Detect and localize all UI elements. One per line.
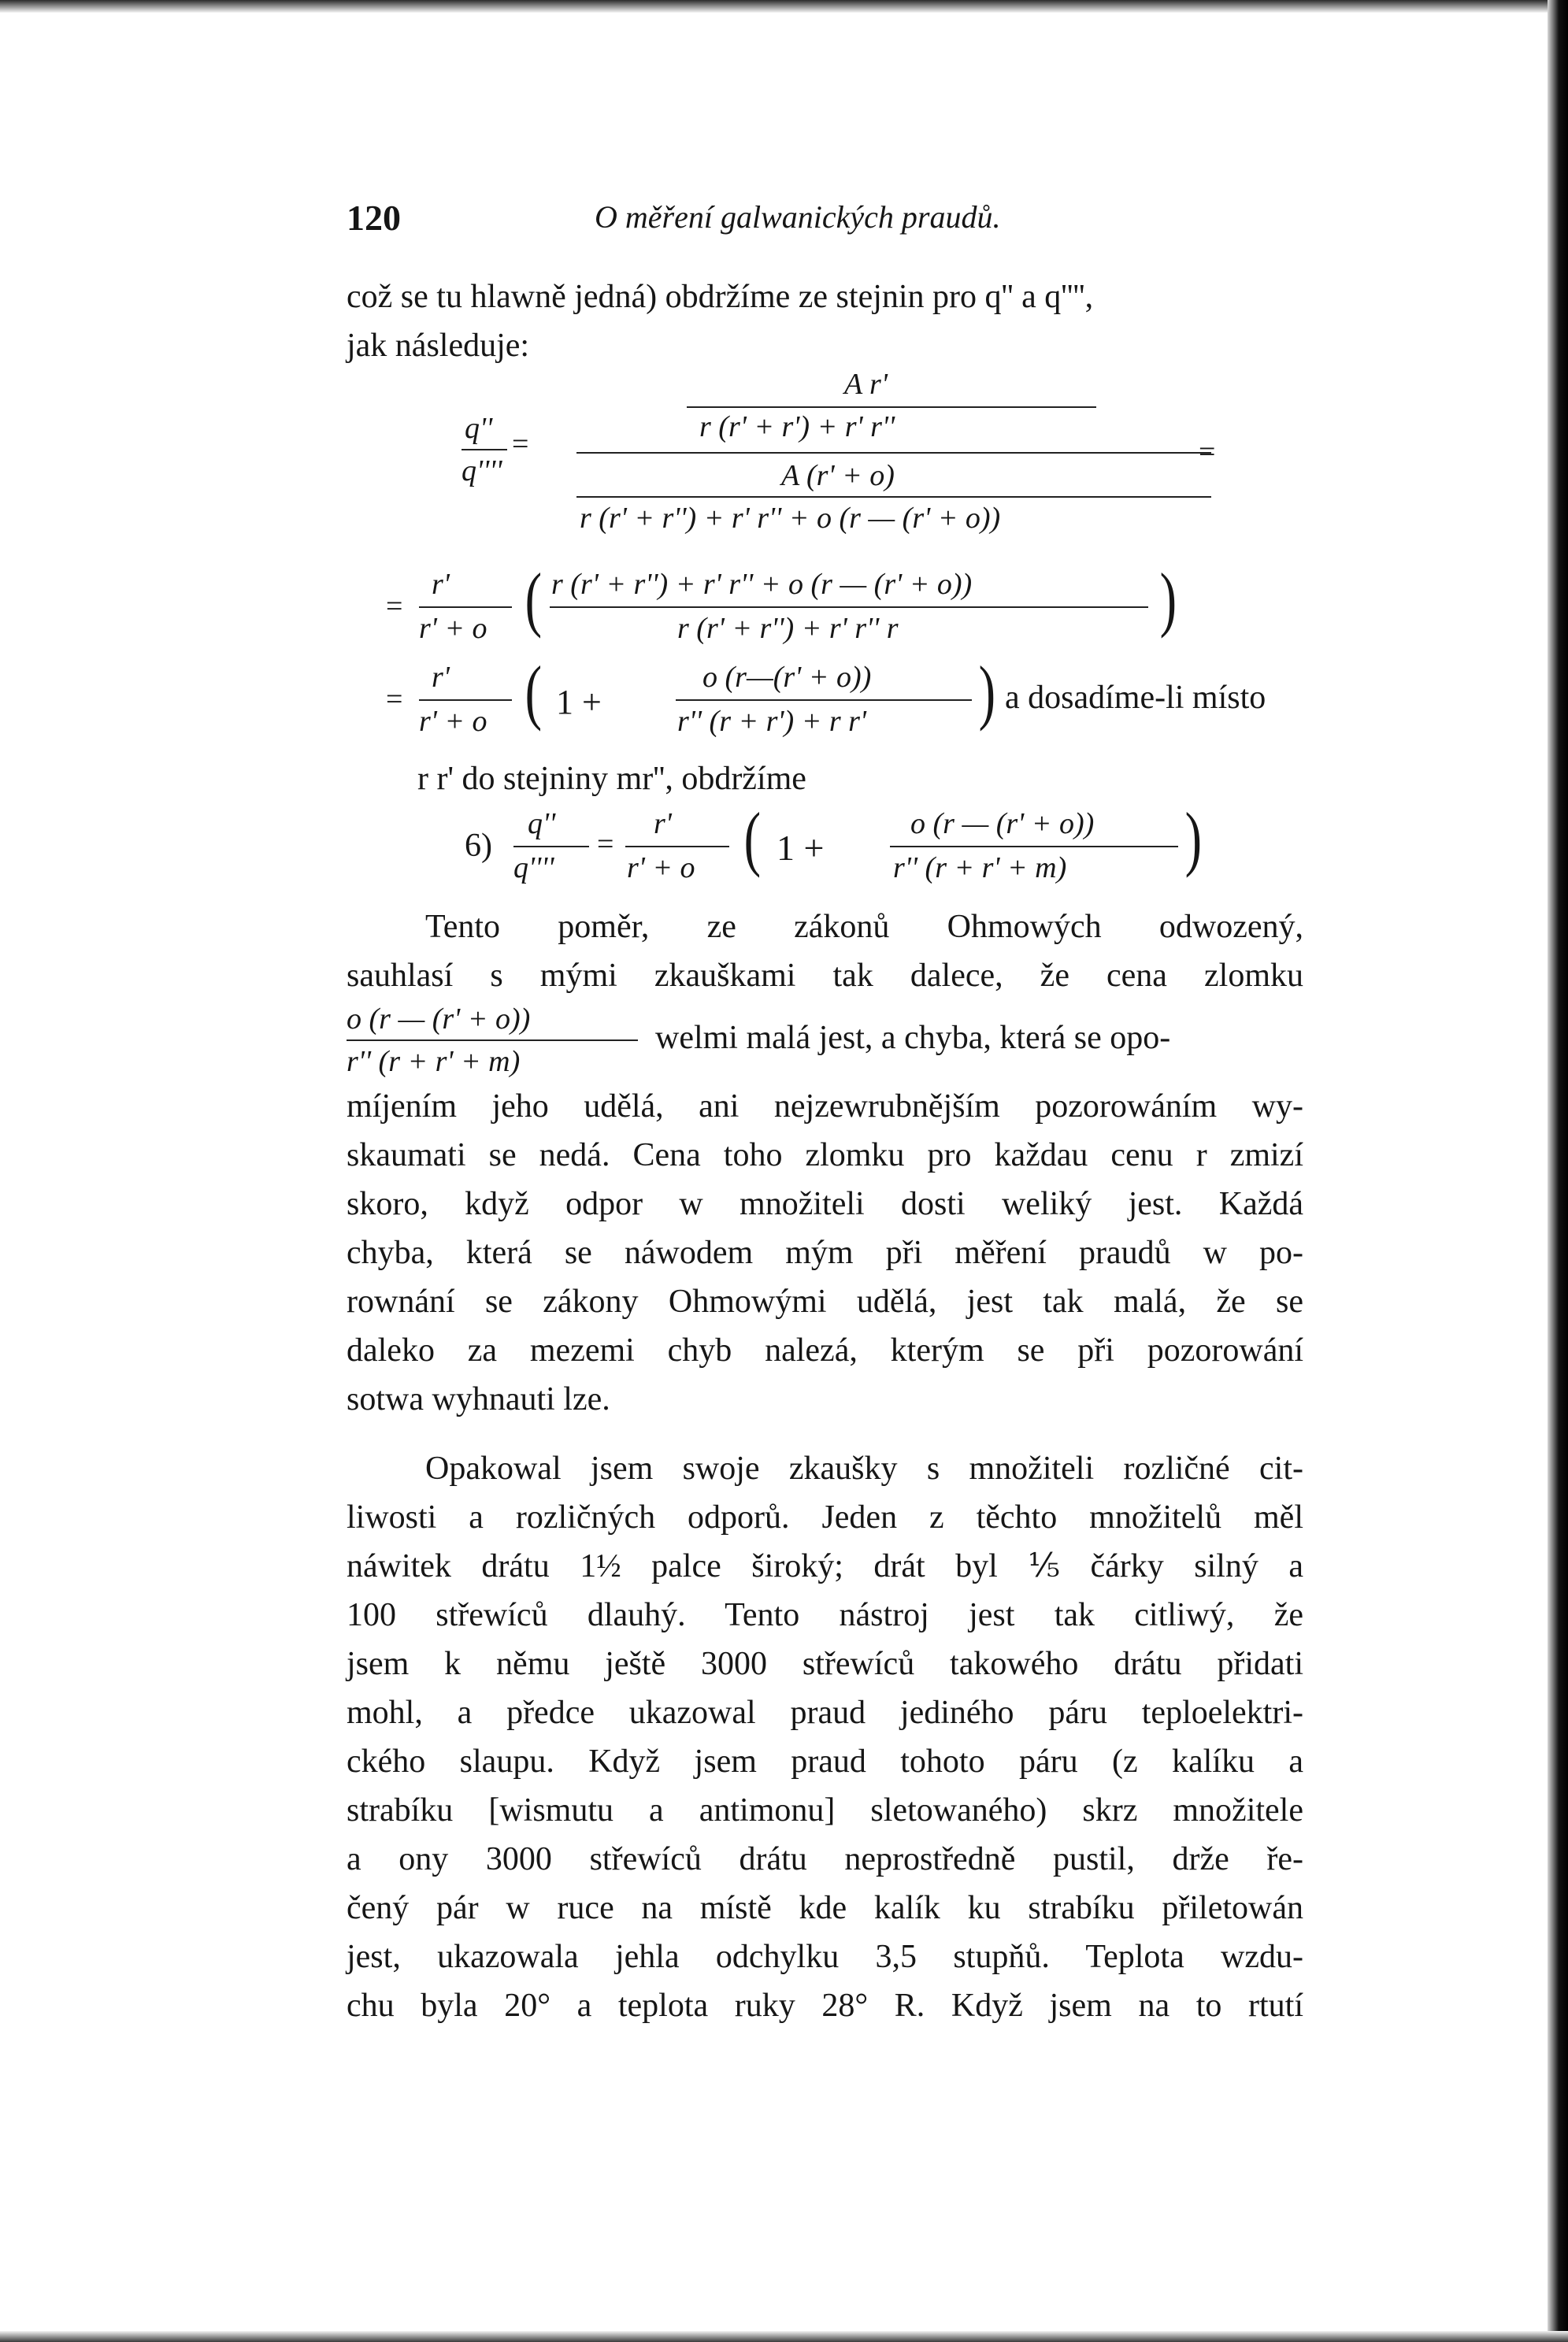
eq6-fraction-rule [625, 846, 729, 847]
running-title: O měření galwanických praudů. [595, 199, 1001, 235]
eq1-lhs-numerator: q'' [465, 412, 493, 445]
eq1-bottom-denominator: r (r' + r'') + r' r'' + o (r — (r' + o)) [580, 502, 1001, 535]
eq6-lhs-denominator: q'''' [513, 851, 554, 884]
eq1-top-numerator: A r' [844, 368, 888, 401]
para1-line-8: daleko za mezemi chyb nalezá, kterým se při pozorowání [347, 1332, 1303, 1369]
eq6-equals: = [597, 828, 614, 861]
eq6-one-plus: 1 + [777, 828, 825, 868]
inline-fraction-line [347, 1000, 1303, 1082]
eq1-lhs-rule [462, 449, 507, 450]
eq6-lhs-numerator: q'' [528, 807, 556, 840]
eq2-fraction-denominator: r' + o [419, 612, 487, 645]
eq3-left-paren: ( [525, 651, 543, 732]
para2-line-4: 100 střewíců dlauhý. Tento nástroj jest tak citliwý, že [347, 1597, 1303, 1633]
eq1-equals: = [512, 428, 529, 461]
para1-line-9: sotwa wyhnauti lze. [347, 1381, 610, 1417]
eq6-right-paren: ) [1184, 798, 1203, 878]
para2-line-9: a ony 3000 střewíců drátu neprostředně pustil, drže ře- [347, 1841, 1303, 1877]
eq6-fraction-denominator: r' + o [627, 851, 695, 884]
inline-fraction-numerator: o (r — (r' + o)) [347, 1002, 531, 1036]
eq2-fraction-rule [419, 606, 512, 608]
eq3-inner-rule [676, 699, 972, 701]
eq6-inner-numerator: o (r — (r' + o)) [910, 807, 1095, 840]
para1-line-5: skoro, když odpor w množiteli dosti weliký jest. Každá [347, 1186, 1303, 1222]
eq6-fraction-numerator: r' [654, 807, 672, 840]
eq1-top-rule [687, 406, 1096, 408]
intro-line-1: což se tu hlawně jedná) obdržíme ze stejnin pro q'' a q'''', [347, 279, 1094, 315]
para2-line-10: čený pár w ruce na místě kde kalík ku strabíku přiletowán [347, 1890, 1303, 1926]
page-header [347, 197, 1303, 244]
book-page [347, 197, 1303, 2030]
para2-line-1: Opakowal jsem swoje zkaušky s množiteli rozličné cit- [425, 1451, 1303, 1487]
para1-line-6: chyba, která se náwodem mým při měření praudů w po- [347, 1235, 1303, 1271]
eq1-bottom-numerator: A (r' + o) [781, 459, 895, 492]
para1-line-3: míjením jeho udělá, ani nejzewrubnějším pozorowáním wy- [347, 1088, 1303, 1125]
para2-line-2: liwosti a rozličných odporů. Jeden z těchto množitelů měl [347, 1499, 1303, 1536]
eq6-lhs-rule [513, 846, 589, 847]
equation-3 [347, 651, 1303, 754]
eq1-main-rule [576, 452, 1211, 454]
eq1-bottom-rule [576, 496, 1211, 498]
eq3-inner-numerator: o (r—(r' + o)) [702, 661, 872, 694]
para1-line-4: skaumati se nedá. Cena toho zlomku pro každau cenu r zmizí [347, 1137, 1303, 1173]
eq1-trailing-equals: = [1199, 435, 1216, 469]
eq3-fraction-numerator: r' [432, 661, 450, 694]
para2-line-3: náwitek drátu 1½ palce široký; drát byl ⅕ čárky silný a [347, 1548, 1303, 1584]
scan-edge-bottom [0, 2331, 1568, 2342]
para2-line-6: mohl, a předce ukazowal praud jediného páru teploelektri- [347, 1695, 1303, 1731]
inline-fraction-text: welmi malá jest, a chyba, která se opo- [655, 1020, 1171, 1056]
intro-line-2: jak následuje: [347, 328, 530, 364]
eq2-equals: = [386, 590, 403, 623]
eq2-fraction-numerator: r' [432, 568, 450, 601]
equation-1 [347, 370, 1303, 569]
eq6-left-paren: ( [743, 798, 762, 878]
equation-6 [347, 798, 1303, 902]
eq6-inner-denominator: r'' (r + r' + m) [893, 851, 1067, 884]
eq3-trailing-text: a dosadíme-li místo [1005, 680, 1266, 716]
para2-line-8: strabíku [wismutu a antimonu] sletowaného) skrz množitele [347, 1792, 1303, 1829]
eq3-equals: = [386, 683, 403, 716]
text-line-rr: r r' do stejniny mr'', obdržíme [417, 761, 806, 797]
eq3-fraction-rule [419, 699, 512, 701]
eq1-top-denominator: r (r' + r') + r' r'' [699, 410, 895, 443]
eq3-fraction-denominator: r' + o [419, 705, 487, 738]
inline-fraction-denominator: r'' (r + r' + m) [347, 1045, 521, 1078]
para1-line-1: Tento poměr, ze zákonů Ohmowých odwozený, [425, 909, 1303, 945]
eq2-paren-rule [550, 606, 1148, 608]
scan-edge-right [1548, 0, 1568, 2342]
para2-line-12: chu byla 20° a teplota ruky 28° R. Když jsem na to rtutí [347, 1988, 1303, 2024]
eq3-inner-denominator: r'' (r + r') + r r' [677, 705, 867, 738]
eq2-paren-denominator: r (r' + r'') + r' r'' r [677, 612, 899, 645]
para2-line-11: jest, ukazowala jehla odchylku 3,5 stupňů. Teplota wzdu- [347, 1939, 1303, 1975]
para2-line-7: ckého slaupu. Když jsem praud tohoto páru (z kalíku a [347, 1744, 1303, 1780]
para1-line-7: rownání se zákony Ohmowými udělá, jest tak malá, že se [347, 1284, 1303, 1320]
eq6-label: 6) [465, 828, 492, 864]
para1-line-2: sauhlasí s mými zkauškami tak dalece, že cena zlomku [347, 958, 1303, 994]
eq1-lhs-denominator: q'''' [462, 454, 502, 487]
inline-fraction-rule [347, 1039, 638, 1041]
equation-2 [347, 558, 1303, 661]
eq6-inner-rule [890, 846, 1178, 847]
page-number: 120 [347, 198, 401, 238]
scan-edge-top [0, 0, 1568, 13]
eq2-right-paren: ) [1159, 558, 1177, 639]
eq2-left-paren: ( [525, 558, 543, 639]
eq2-paren-numerator: r (r' + r'') + r' r'' + o (r — (r' + o)) [551, 568, 973, 601]
eq3-one-plus: 1 + [556, 683, 602, 721]
eq3-right-paren: ) [978, 651, 996, 732]
para2-line-5: jsem k němu ještě 3000 střewíců takowého drátu přidati [347, 1646, 1303, 1682]
